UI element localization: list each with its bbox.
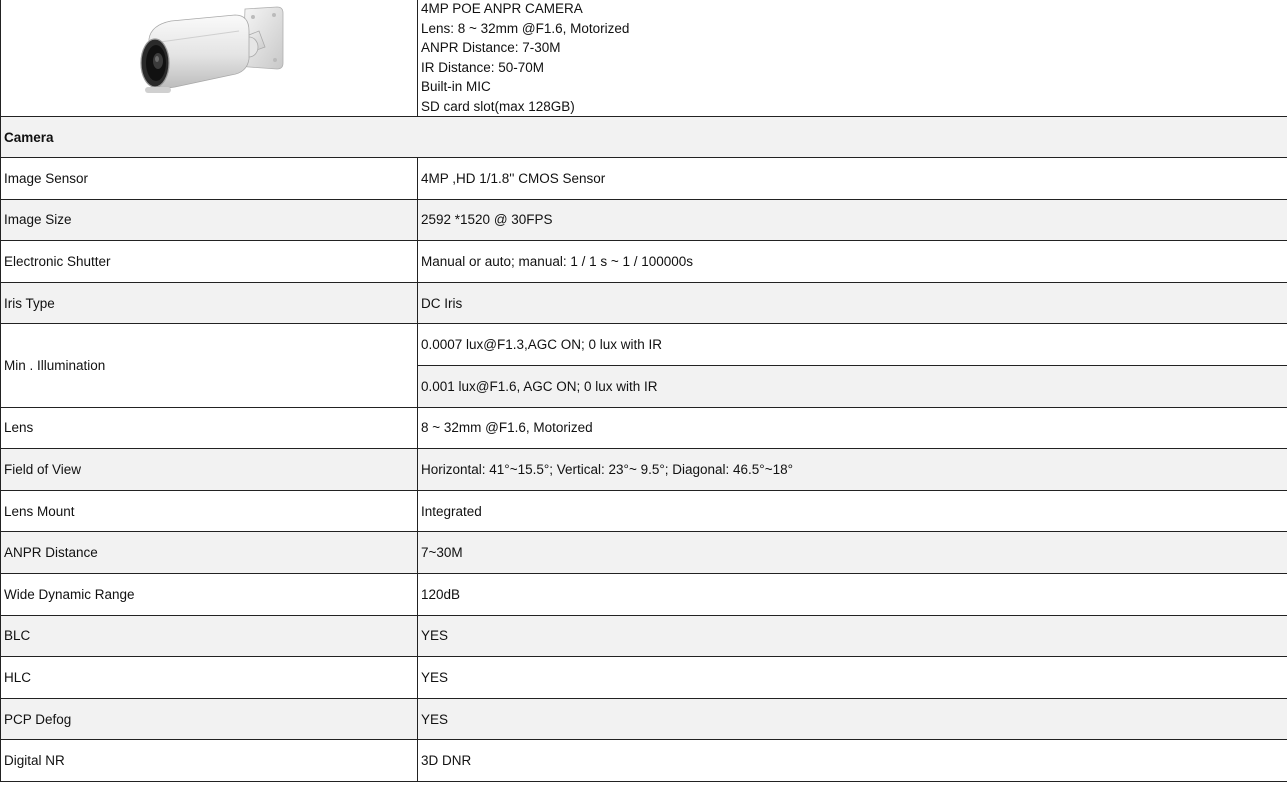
- table-row: [1, 407, 1287, 449]
- product-header-row: [1, 0, 1287, 117]
- spec-label: PCP Defog: [1, 698, 418, 740]
- spec-value: 0.001 lux@F1.6, AGC ON; 0 lux with IR: [418, 365, 1287, 407]
- spec-value: YES: [418, 657, 1287, 699]
- product-features-cell: [418, 0, 1287, 117]
- spec-value: Horizontal: 41°~15.5°; Vertical: 23°~ 9.5°; Diagonal: 46.5°~18°: [418, 449, 1287, 491]
- spec-label: HLC: [1, 657, 418, 699]
- spec-label: BLC: [1, 615, 418, 657]
- spec-label: Min . Illumination: [1, 324, 418, 407]
- spec-value: Manual or auto; manual: 1 / 1 s ~ 1 / 100000s: [418, 241, 1287, 283]
- table-row: [1, 532, 1287, 574]
- feature-line: 4MP POE ANPR CAMERA: [421, 1, 583, 16]
- spec-value: 120dB: [418, 573, 1287, 615]
- spec-value: 7~30M: [418, 532, 1287, 574]
- table-row: [1, 199, 1287, 241]
- spec-value: 3D DNR: [418, 740, 1287, 782]
- table-row: [1, 657, 1287, 699]
- spec-label: Lens Mount: [1, 490, 418, 532]
- spec-label: Lens: [1, 407, 418, 449]
- spec-value: YES: [418, 615, 1287, 657]
- table-row: [1, 740, 1287, 782]
- feature-line: ANPR Distance: 7-30M: [421, 40, 561, 55]
- spec-value: 0.0007 lux@F1.3,AGC ON; 0 lux with IR: [418, 324, 1287, 366]
- spec-label: Field of View: [1, 449, 418, 491]
- spec-label: ANPR Distance: [1, 532, 418, 574]
- feature-line: Built-in MIC: [421, 79, 491, 94]
- spec-label: Iris Type: [1, 282, 418, 324]
- spec-label: Image Sensor: [1, 158, 418, 200]
- spec-label: Digital NR: [1, 740, 418, 782]
- table-row: [1, 324, 1287, 366]
- table-row: [1, 698, 1287, 740]
- spec-label: Image Size: [1, 199, 418, 241]
- table-row: [1, 282, 1287, 324]
- table-row: [1, 158, 1287, 200]
- section-header-row: [1, 117, 1287, 158]
- spec-label: Electronic Shutter: [1, 241, 418, 283]
- spec-value: DC Iris: [418, 282, 1287, 324]
- table-row: [1, 573, 1287, 615]
- spec-value: 8 ~ 32mm @F1.6, Motorized: [418, 407, 1287, 449]
- spec-value: Integrated: [418, 490, 1287, 532]
- feature-line: SD card slot(max 128GB): [421, 98, 575, 114]
- spec-value: YES: [418, 698, 1287, 740]
- bullet-camera-image: [131, 3, 291, 109]
- table-row: [1, 615, 1287, 657]
- section-title: Camera: [1, 117, 1287, 158]
- spec-value: 2592 *1520 @ 30FPS: [418, 199, 1287, 241]
- spec-label: Wide Dynamic Range: [1, 573, 418, 615]
- table-row: [1, 490, 1287, 532]
- table-row: [1, 241, 1287, 283]
- product-image-cell: [1, 0, 418, 117]
- feature-line: IR Distance: 50-70M: [421, 59, 545, 75]
- table-row: [1, 449, 1287, 491]
- spec-value: 4MP ,HD 1/1.8'' CMOS Sensor: [418, 158, 1287, 200]
- feature-line: Lens: 8 ~ 32mm @F1.6, Motorized: [421, 20, 630, 36]
